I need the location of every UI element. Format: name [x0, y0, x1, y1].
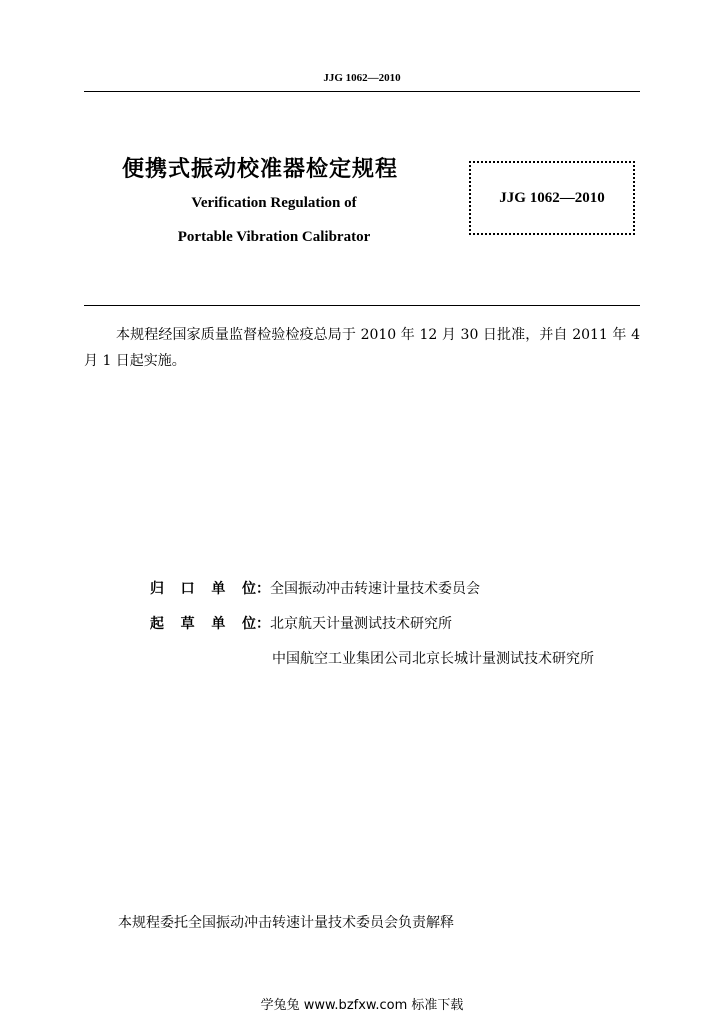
- responsible-unit-value: 全国振动冲击转速计量技术委员会: [270, 581, 480, 597]
- responsible-unit-row: [150, 578, 480, 598]
- header-standard-code: JJG 1062—2010: [323, 72, 401, 84]
- label-char: 起: [150, 616, 164, 632]
- standard-code-box-text: JJG 1062—2010: [499, 189, 605, 206]
- header-divider: [84, 91, 640, 92]
- title-english-line2: Portable Vibration Calibrator: [177, 229, 371, 245]
- label-char: 口: [180, 581, 195, 597]
- title-chinese: 便携式振动校准器检定规程: [122, 157, 399, 182]
- label-char: 草: [180, 616, 195, 632]
- drafting-unit-value-2: 中国航空工业集团公司北京长城计量测试技术研究所: [272, 651, 594, 667]
- label-char: 归: [150, 581, 164, 597]
- drafting-unit-row: [150, 613, 452, 633]
- footer-watermark: 学兔兔 www.bzfxw.com 标准下载: [260, 998, 464, 1013]
- label-char: 位：: [241, 616, 270, 632]
- drafting-unit-value: 北京航天计量测试技术研究所: [270, 616, 452, 632]
- standard-code-box: [469, 161, 635, 235]
- approval-statement: 本规程经国家质量监督检验检疫总局于 2010 年 12 月 30 日批准，并自 2011 年 4 月 1 日起实施。: [84, 327, 640, 369]
- drafting-unit-label: [150, 613, 270, 633]
- responsible-unit-label: [150, 578, 270, 598]
- label-char: 位：: [241, 581, 270, 597]
- label-char: 单: [211, 581, 226, 597]
- label-char: 单: [211, 616, 226, 632]
- title-english-line1: Verification Regulation of: [191, 195, 357, 211]
- title-divider: [84, 305, 640, 306]
- interpretation-statement: 本规程委托全国振动冲击转速计量技术委员会负责解释: [118, 915, 454, 931]
